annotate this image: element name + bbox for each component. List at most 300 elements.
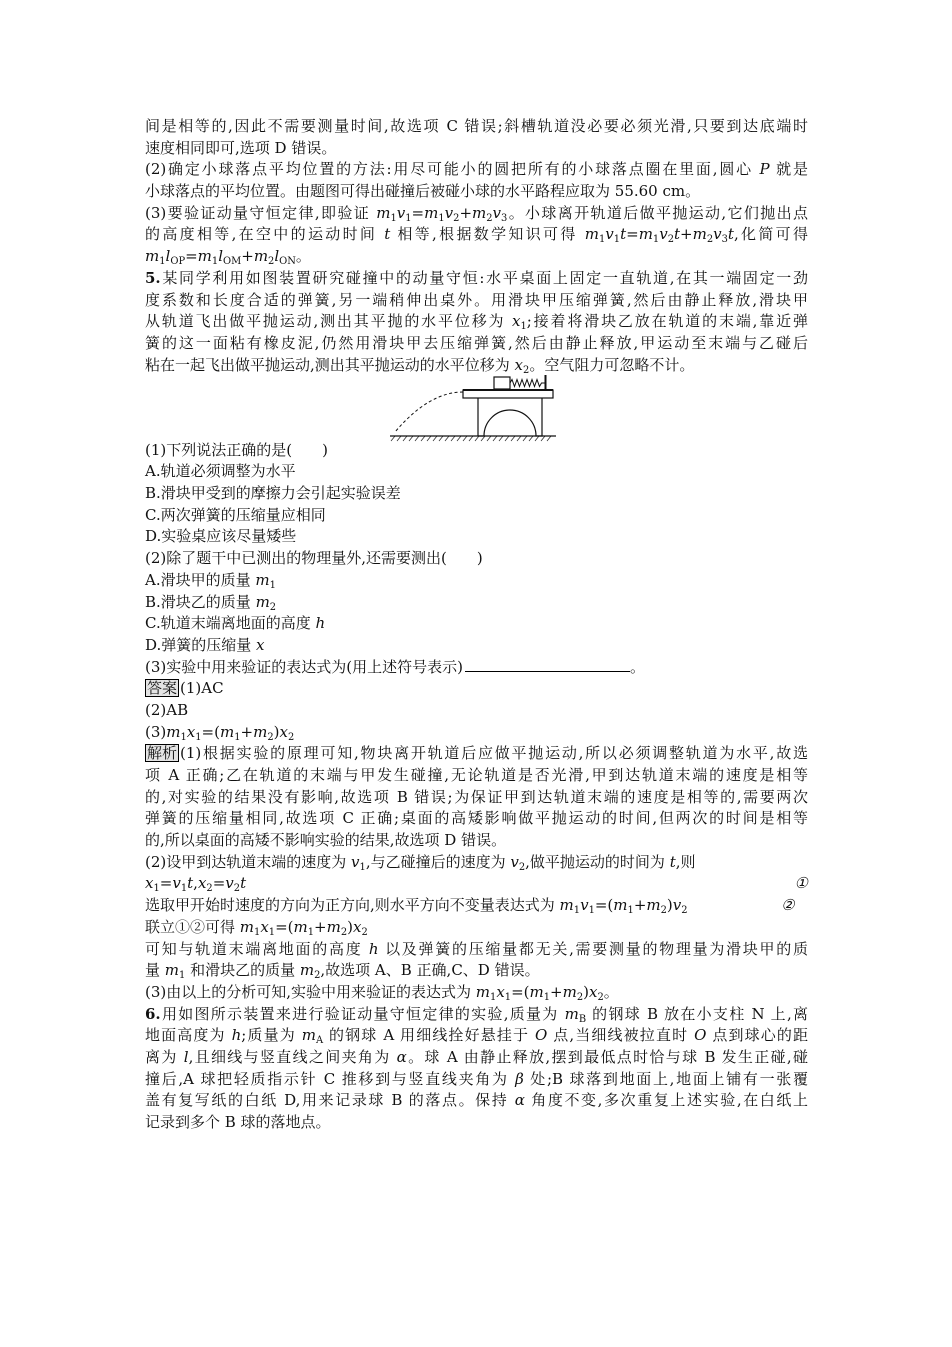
- ground-hatching: [391, 436, 551, 441]
- math-variable: [327, 918, 348, 936]
- text-run: (2)AB: [145, 700, 189, 719]
- text-run: =(: [594, 896, 614, 915]
- subscript: 1: [652, 234, 660, 246]
- math-variable: [476, 983, 497, 1001]
- variable-letter: x: [197, 874, 207, 893]
- variable-letter: m: [197, 247, 212, 266]
- variable-letter: v: [444, 203, 454, 222]
- text-line: [145, 613, 808, 635]
- math-variable: [535, 1026, 547, 1044]
- subscript: 2: [453, 212, 460, 224]
- variable-letter: v: [351, 852, 360, 871]
- subscript: 2: [597, 991, 604, 1003]
- text-run: (2)确定小球落点平均位置的方法:用尽可能小的圆把所有的小球落点圈在里面,圆心: [145, 160, 760, 179]
- math-variable: [145, 247, 166, 265]
- math-variable: [673, 896, 688, 914]
- variable-letter: m: [638, 225, 653, 244]
- text-run: +: [459, 203, 473, 222]
- text-run: (1)根据实验的原理可知,物块离开轨道后应做平抛运动,所以必须调整轨道为水平,故选: [180, 744, 808, 763]
- text-run: ): [347, 917, 353, 936]
- apparatus-figure: [145, 376, 808, 439]
- math-variable: [197, 874, 213, 895]
- paragraph: [145, 678, 808, 700]
- math-variable: [472, 204, 493, 222]
- text-run: ): [583, 982, 590, 1001]
- variable-letter: v: [672, 896, 682, 915]
- variable-letter: m: [219, 722, 235, 741]
- math-variable: [493, 204, 508, 222]
- text-run: 选取甲开始时速度的方向为正方向,则水平方向不变量表达式为: [145, 896, 560, 915]
- variable-letter: m: [475, 982, 491, 1001]
- text-run: +: [241, 247, 254, 266]
- math-variable: [166, 723, 187, 741]
- text-run: +: [633, 896, 647, 915]
- text-line: [145, 852, 808, 874]
- paragraph: [145, 635, 808, 657]
- text-run: 。空气阻力可忽略不计。: [529, 355, 695, 374]
- variable-letter: v: [225, 874, 234, 893]
- text-run: (3): [145, 722, 167, 741]
- subscript: 1: [504, 991, 512, 1003]
- math-variable: [563, 983, 584, 1001]
- text-line: [145, 765, 808, 787]
- variable-letter: m: [559, 896, 574, 915]
- text-line: [145, 159, 808, 181]
- question-number: 6.: [145, 1004, 161, 1023]
- math-variable: [187, 723, 202, 741]
- text-run: =: [411, 203, 425, 222]
- text-run: ,做平抛运动的时间为: [525, 852, 670, 871]
- question-number: 5.: [145, 268, 161, 287]
- math-variable: [220, 723, 241, 741]
- text-run: +: [314, 917, 327, 936]
- variable-letter: x: [589, 982, 598, 1001]
- subscript: 1: [359, 861, 366, 873]
- variable-letter: α: [396, 1047, 407, 1066]
- variable-letter: l: [183, 1047, 189, 1066]
- text-run: ,: [193, 874, 198, 893]
- variable-letter: m: [255, 592, 270, 611]
- text-run: ,与乙碰撞后的速度为: [365, 852, 511, 871]
- math-variable: [253, 723, 274, 741]
- math-variable: [580, 896, 595, 914]
- text-run: 的钢球 A 用细线拴好悬挂于: [323, 1026, 536, 1045]
- subscript: 1: [490, 991, 497, 1003]
- variable-letter: x: [260, 917, 269, 936]
- subscript: 1: [405, 212, 412, 224]
- math-variable: [589, 983, 604, 1001]
- table-top: [463, 390, 553, 398]
- text-line: [145, 333, 808, 355]
- text-run: ): [273, 722, 280, 741]
- variable-letter: v: [396, 203, 406, 222]
- subscript: 1: [588, 904, 595, 916]
- paragraph: [145, 982, 808, 1004]
- subscript: 1: [438, 212, 445, 224]
- math-variable: [424, 204, 445, 222]
- variable-letter: h: [368, 939, 379, 958]
- text-run: ,化简可得: [733, 225, 808, 244]
- math-variable: [225, 874, 241, 895]
- math-variable: [605, 225, 621, 246]
- text-run: 相等,根据数学知识可得: [390, 225, 585, 244]
- math-variable: [256, 636, 264, 654]
- paragraph: [145, 548, 808, 570]
- subscript: 3: [721, 234, 728, 246]
- subscript: ON: [279, 255, 296, 267]
- text-line: [145, 743, 808, 765]
- paragraph: [145, 203, 808, 268]
- text-line: [145, 203, 808, 225]
- subscript: 1: [234, 731, 241, 743]
- text-line: [145, 700, 808, 722]
- paragraph: [145, 116, 808, 159]
- variable-letter: l: [274, 247, 280, 266]
- subscript: 1: [254, 926, 261, 938]
- text-run: 速度相同即可,选项 D 错误。: [145, 138, 337, 157]
- text-run: 点,当细线被拉直时: [547, 1026, 695, 1045]
- variable-letter: v: [580, 896, 589, 915]
- subscript: 2: [523, 364, 530, 376]
- math-variable: [254, 247, 275, 265]
- variable-letter: m: [255, 570, 270, 589]
- text-line: [145, 939, 808, 961]
- variable-letter: m: [424, 203, 439, 222]
- subscript: 1: [573, 904, 581, 916]
- variable-letter: x: [186, 722, 196, 741]
- text-run: +: [240, 722, 254, 741]
- lower-text-section: [145, 440, 808, 1134]
- subscript: 1: [153, 883, 160, 895]
- variable-letter: m: [326, 917, 341, 936]
- variable-letter: m: [299, 961, 315, 980]
- variable-letter: m: [301, 1026, 316, 1045]
- variable-letter: h: [315, 614, 326, 633]
- math-variable: [274, 247, 296, 265]
- text-run: 量: [145, 961, 165, 980]
- subscript: 1: [269, 579, 276, 591]
- subscript: 1: [599, 234, 606, 246]
- variable-letter: x: [279, 722, 288, 741]
- section-label-box: 解析: [147, 744, 178, 763]
- subscript: 1: [195, 731, 202, 743]
- paragraph: [145, 483, 808, 505]
- text-line: [145, 461, 808, 483]
- text-line: [145, 960, 808, 982]
- math-variable: [145, 874, 160, 895]
- text-run: (2)设甲到达轨道末端的速度为: [145, 852, 352, 871]
- subscript: 2: [706, 234, 714, 246]
- subscript: OP: [170, 255, 186, 267]
- text-run: (3)要验证动量守恒定律,即验证: [145, 203, 377, 222]
- paragraph: [145, 743, 808, 851]
- text-line: [145, 116, 808, 138]
- text-line: [145, 1090, 808, 1112]
- math-variable: [232, 1026, 242, 1044]
- text-run: 的,对实验的结果没有影响,故选项 B 错误;为保证甲到达轨道末端的速度是相等的,需要两次: [145, 787, 808, 806]
- text-line: [145, 1025, 808, 1047]
- text-line: [145, 246, 808, 268]
- text-run: 。: [629, 657, 645, 676]
- text-run: 角度不变,多次重复上述实验,在白纸上: [524, 1091, 808, 1110]
- subscript: 2: [660, 904, 667, 916]
- variable-letter: m: [166, 722, 181, 741]
- variable-letter: v: [713, 225, 722, 244]
- text-run: 处;B 球落到地面上,地面上铺有一张覆: [523, 1069, 809, 1088]
- text-run: A.轨道必须调整为水平: [145, 462, 296, 481]
- math-variable: [369, 940, 379, 958]
- math-variable: [445, 204, 460, 222]
- text-run: C.两次弹簧的压缩量应相同: [145, 505, 326, 524]
- math-variable: [659, 225, 674, 246]
- variable-letter: x: [514, 355, 524, 374]
- subscript: 2: [233, 883, 241, 895]
- text-run: 可知与轨道末端离地面的高度: [145, 939, 369, 958]
- variable-letter: m: [253, 722, 268, 741]
- subscript: 2: [267, 731, 274, 743]
- math-variable: [397, 1048, 407, 1066]
- subscript: 1: [543, 991, 551, 1003]
- text-line: [145, 548, 808, 570]
- paragraph: [145, 268, 808, 376]
- text-line: [145, 505, 808, 527]
- math-variable: [165, 961, 186, 979]
- variable-letter: t: [240, 874, 247, 893]
- paragraph: [145, 526, 808, 548]
- math-variable: [376, 204, 397, 222]
- math-variable: [496, 983, 511, 1001]
- text-line: [145, 1069, 808, 1091]
- subscript: 1: [180, 883, 188, 895]
- paragraph: [145, 1004, 808, 1134]
- math-variable: [646, 896, 667, 914]
- text-run: A.滑块甲的质量: [145, 570, 256, 589]
- variable-letter: x: [512, 312, 521, 331]
- subscript: 2: [206, 883, 213, 895]
- variable-letter: v: [659, 225, 668, 244]
- text-line: [145, 224, 808, 246]
- text-line: [145, 808, 808, 830]
- text-line: [145, 181, 808, 203]
- variable-letter: t: [669, 852, 676, 871]
- subscript: 3: [501, 212, 508, 224]
- variable-letter: β: [515, 1069, 524, 1088]
- variable-letter: l: [165, 247, 171, 266]
- text-line: [145, 592, 808, 614]
- paragraph: [145, 570, 808, 592]
- subscript: 2: [486, 212, 493, 224]
- text-run: 。: [295, 247, 311, 266]
- variable-letter: t: [620, 225, 627, 244]
- spring: [510, 380, 545, 387]
- math-variable: [300, 961, 321, 979]
- math-variable: [530, 983, 551, 1001]
- text-run: 和滑块乙的质量: [185, 961, 300, 980]
- subscript: 2: [576, 991, 584, 1003]
- text-line: [145, 982, 808, 1004]
- text-run: 盖有复写纸的白纸 D,用来记录球 B 的落点。保持: [145, 1091, 515, 1110]
- text-run: (2)除了题干中已测出的物理量外,还需要测出( ): [145, 549, 483, 568]
- text-line: [145, 830, 808, 852]
- variable-letter: P: [759, 160, 770, 179]
- subscript: 1: [390, 212, 397, 224]
- text-run: +: [680, 225, 693, 244]
- math-variable: [240, 874, 246, 892]
- text-line: [145, 917, 808, 939]
- subscript: A: [315, 1035, 324, 1047]
- variable-letter: α: [514, 1091, 525, 1110]
- subscript: 1: [520, 320, 527, 332]
- text-line: [145, 678, 808, 700]
- variable-letter: O: [535, 1026, 548, 1045]
- variable-letter: v: [510, 852, 519, 871]
- text-run: (1)下列说法正确的是( ): [145, 440, 328, 459]
- text-run: 的高度相等,在空中的运动时间: [145, 225, 385, 244]
- paragraph: [145, 159, 808, 202]
- math-variable: [565, 1005, 587, 1023]
- text-run: 度系数和长度合适的弹簧,另一端稍伸出桌外。用滑块甲压缩弹簧,然后由静止释放,滑块甲: [145, 290, 808, 309]
- subscript: 2: [361, 926, 368, 938]
- text-run: D.实验桌应该尽量矮些: [145, 527, 297, 546]
- subscript: 1: [180, 731, 187, 743]
- answer-blank: [465, 658, 630, 672]
- text-run: =(: [201, 722, 220, 741]
- variable-letter: m: [564, 1004, 579, 1023]
- paragraph: [145, 939, 808, 982]
- subscript: 2: [287, 731, 295, 743]
- equation-number: ①: [794, 874, 808, 893]
- math-variable: [397, 204, 412, 222]
- text-line: [145, 290, 808, 312]
- text-line: [145, 138, 808, 160]
- subscript: 1: [613, 234, 621, 246]
- subscript: B: [578, 1013, 587, 1025]
- text-run: 地面高度为: [145, 1026, 232, 1045]
- text-line: [145, 895, 808, 917]
- subscript: 1: [268, 926, 276, 938]
- subscript: 1: [307, 926, 315, 938]
- variable-letter: x: [353, 917, 362, 936]
- variable-letter: m: [613, 896, 628, 915]
- text-run: (1)AC: [180, 679, 224, 698]
- variable-letter: h: [231, 1026, 242, 1045]
- variable-letter: m: [529, 982, 544, 1001]
- paragraph: [145, 592, 808, 614]
- text-run: (3)由以上的分析可知,实验中用来验证的表达式为: [145, 982, 476, 1001]
- text-run: B.滑块乙的质量: [145, 592, 256, 611]
- equation-number: ②: [781, 896, 795, 915]
- text-run: 。: [603, 982, 619, 1001]
- text-run: 撞后,A 球把轻质指示针 C 推移到与竖直线夹角为: [145, 1069, 516, 1088]
- paragraph: [145, 461, 808, 483]
- text-run: 离为: [145, 1047, 184, 1066]
- text-run: ,则: [675, 852, 696, 871]
- math-variable: [166, 247, 186, 265]
- variable-letter: x: [145, 874, 154, 893]
- subscript: 1: [211, 255, 219, 267]
- variable-letter: m: [293, 917, 308, 936]
- variable-letter: m: [472, 203, 487, 222]
- text-run: 用如图所示装置来进行验证动量守恒定律的实验,质量为: [160, 1004, 565, 1023]
- text-line: [145, 526, 808, 548]
- text-run: =: [159, 874, 173, 893]
- subscript: 2: [340, 926, 348, 938]
- text-run: B.滑块甲受到的摩擦力会引起实验误差: [145, 484, 401, 503]
- paragraph: [145, 873, 808, 895]
- math-variable: [294, 918, 315, 936]
- math-variable: [515, 1070, 524, 1088]
- text-run: ;质量为: [241, 1026, 302, 1045]
- math-variable: [172, 874, 188, 895]
- text-run: 弹簧的压缩量相同,故选项 C 正确;桌面的高矮影响做平抛运动的时间,但两次的时间是相等: [145, 809, 808, 828]
- variable-letter: m: [376, 203, 391, 222]
- math-variable: [256, 593, 277, 611]
- subscript: 2: [314, 969, 321, 981]
- math-variable: [512, 312, 527, 330]
- variable-letter: v: [605, 225, 614, 244]
- text-run: =: [626, 225, 639, 244]
- text-run: 某同学利用如图装置研究碰撞中的动量守恒:水平桌面上固定一直轨道,在其一端固定一劲: [160, 268, 808, 287]
- text-line: [145, 1047, 808, 1069]
- paragraph: [145, 852, 808, 874]
- variable-letter: O: [694, 1026, 707, 1045]
- text-line: [145, 1004, 808, 1026]
- paragraph: [145, 505, 808, 527]
- text-run: 粘在一起飞出做平抛运动,测出其平抛运动的水平位移为: [145, 355, 515, 374]
- math-variable: [510, 853, 525, 871]
- math-variable: [260, 918, 275, 936]
- paragraph: [145, 722, 808, 744]
- math-variable: [351, 853, 366, 871]
- variable-letter: m: [562, 982, 577, 1001]
- text-line: [145, 635, 808, 657]
- math-variable: [613, 896, 634, 914]
- variable-letter: m: [646, 896, 661, 915]
- slider-block: [494, 377, 510, 389]
- variable-letter: x: [256, 635, 265, 654]
- math-variable: [301, 1026, 324, 1047]
- subscript: 1: [179, 969, 186, 981]
- text-run: 。小球离开轨道后做平抛运动,它们抛出点: [507, 203, 808, 222]
- variable-letter: m: [239, 917, 255, 936]
- subscript: 2: [269, 601, 277, 613]
- section-label-box: 答案: [147, 679, 178, 698]
- text-run: ): [666, 896, 673, 915]
- projectile-trajectory-dashed: [395, 392, 463, 432]
- variable-letter: m: [253, 247, 269, 266]
- subscript: 2: [268, 255, 275, 267]
- text-run: ,且细线与竖直线之间夹角为: [188, 1047, 397, 1066]
- text-run: ;接着将滑块乙放在轨道的末端,靠近弹: [526, 312, 808, 331]
- text-run: =: [185, 247, 198, 266]
- variable-letter: t: [727, 225, 734, 244]
- text-run: 从轨道飞出做平抛运动,测出其平抛的水平位移为: [145, 312, 513, 331]
- text-run: =: [212, 874, 226, 893]
- text-run: 记录到多个 B 球的落地点。: [145, 1113, 331, 1131]
- variable-letter: m: [145, 247, 160, 266]
- subscript: 2: [667, 234, 674, 246]
- text-run: =(: [511, 982, 530, 1001]
- text-line: [145, 722, 808, 744]
- text-line: [145, 873, 808, 895]
- text-run: (3)实验中用来验证的表达式为(用上述符号表示): [145, 657, 463, 676]
- math-variable: [638, 225, 660, 246]
- text-run: C.轨道末端离地面的高度: [145, 614, 316, 633]
- subscript: 2: [681, 904, 688, 916]
- text-run: 小球落点的平均位置。由题图可得出碰撞后被碰小球的水平路程应取为 55.60 cm。: [145, 182, 701, 201]
- paragraph: [145, 657, 808, 679]
- math-variable: [760, 160, 770, 178]
